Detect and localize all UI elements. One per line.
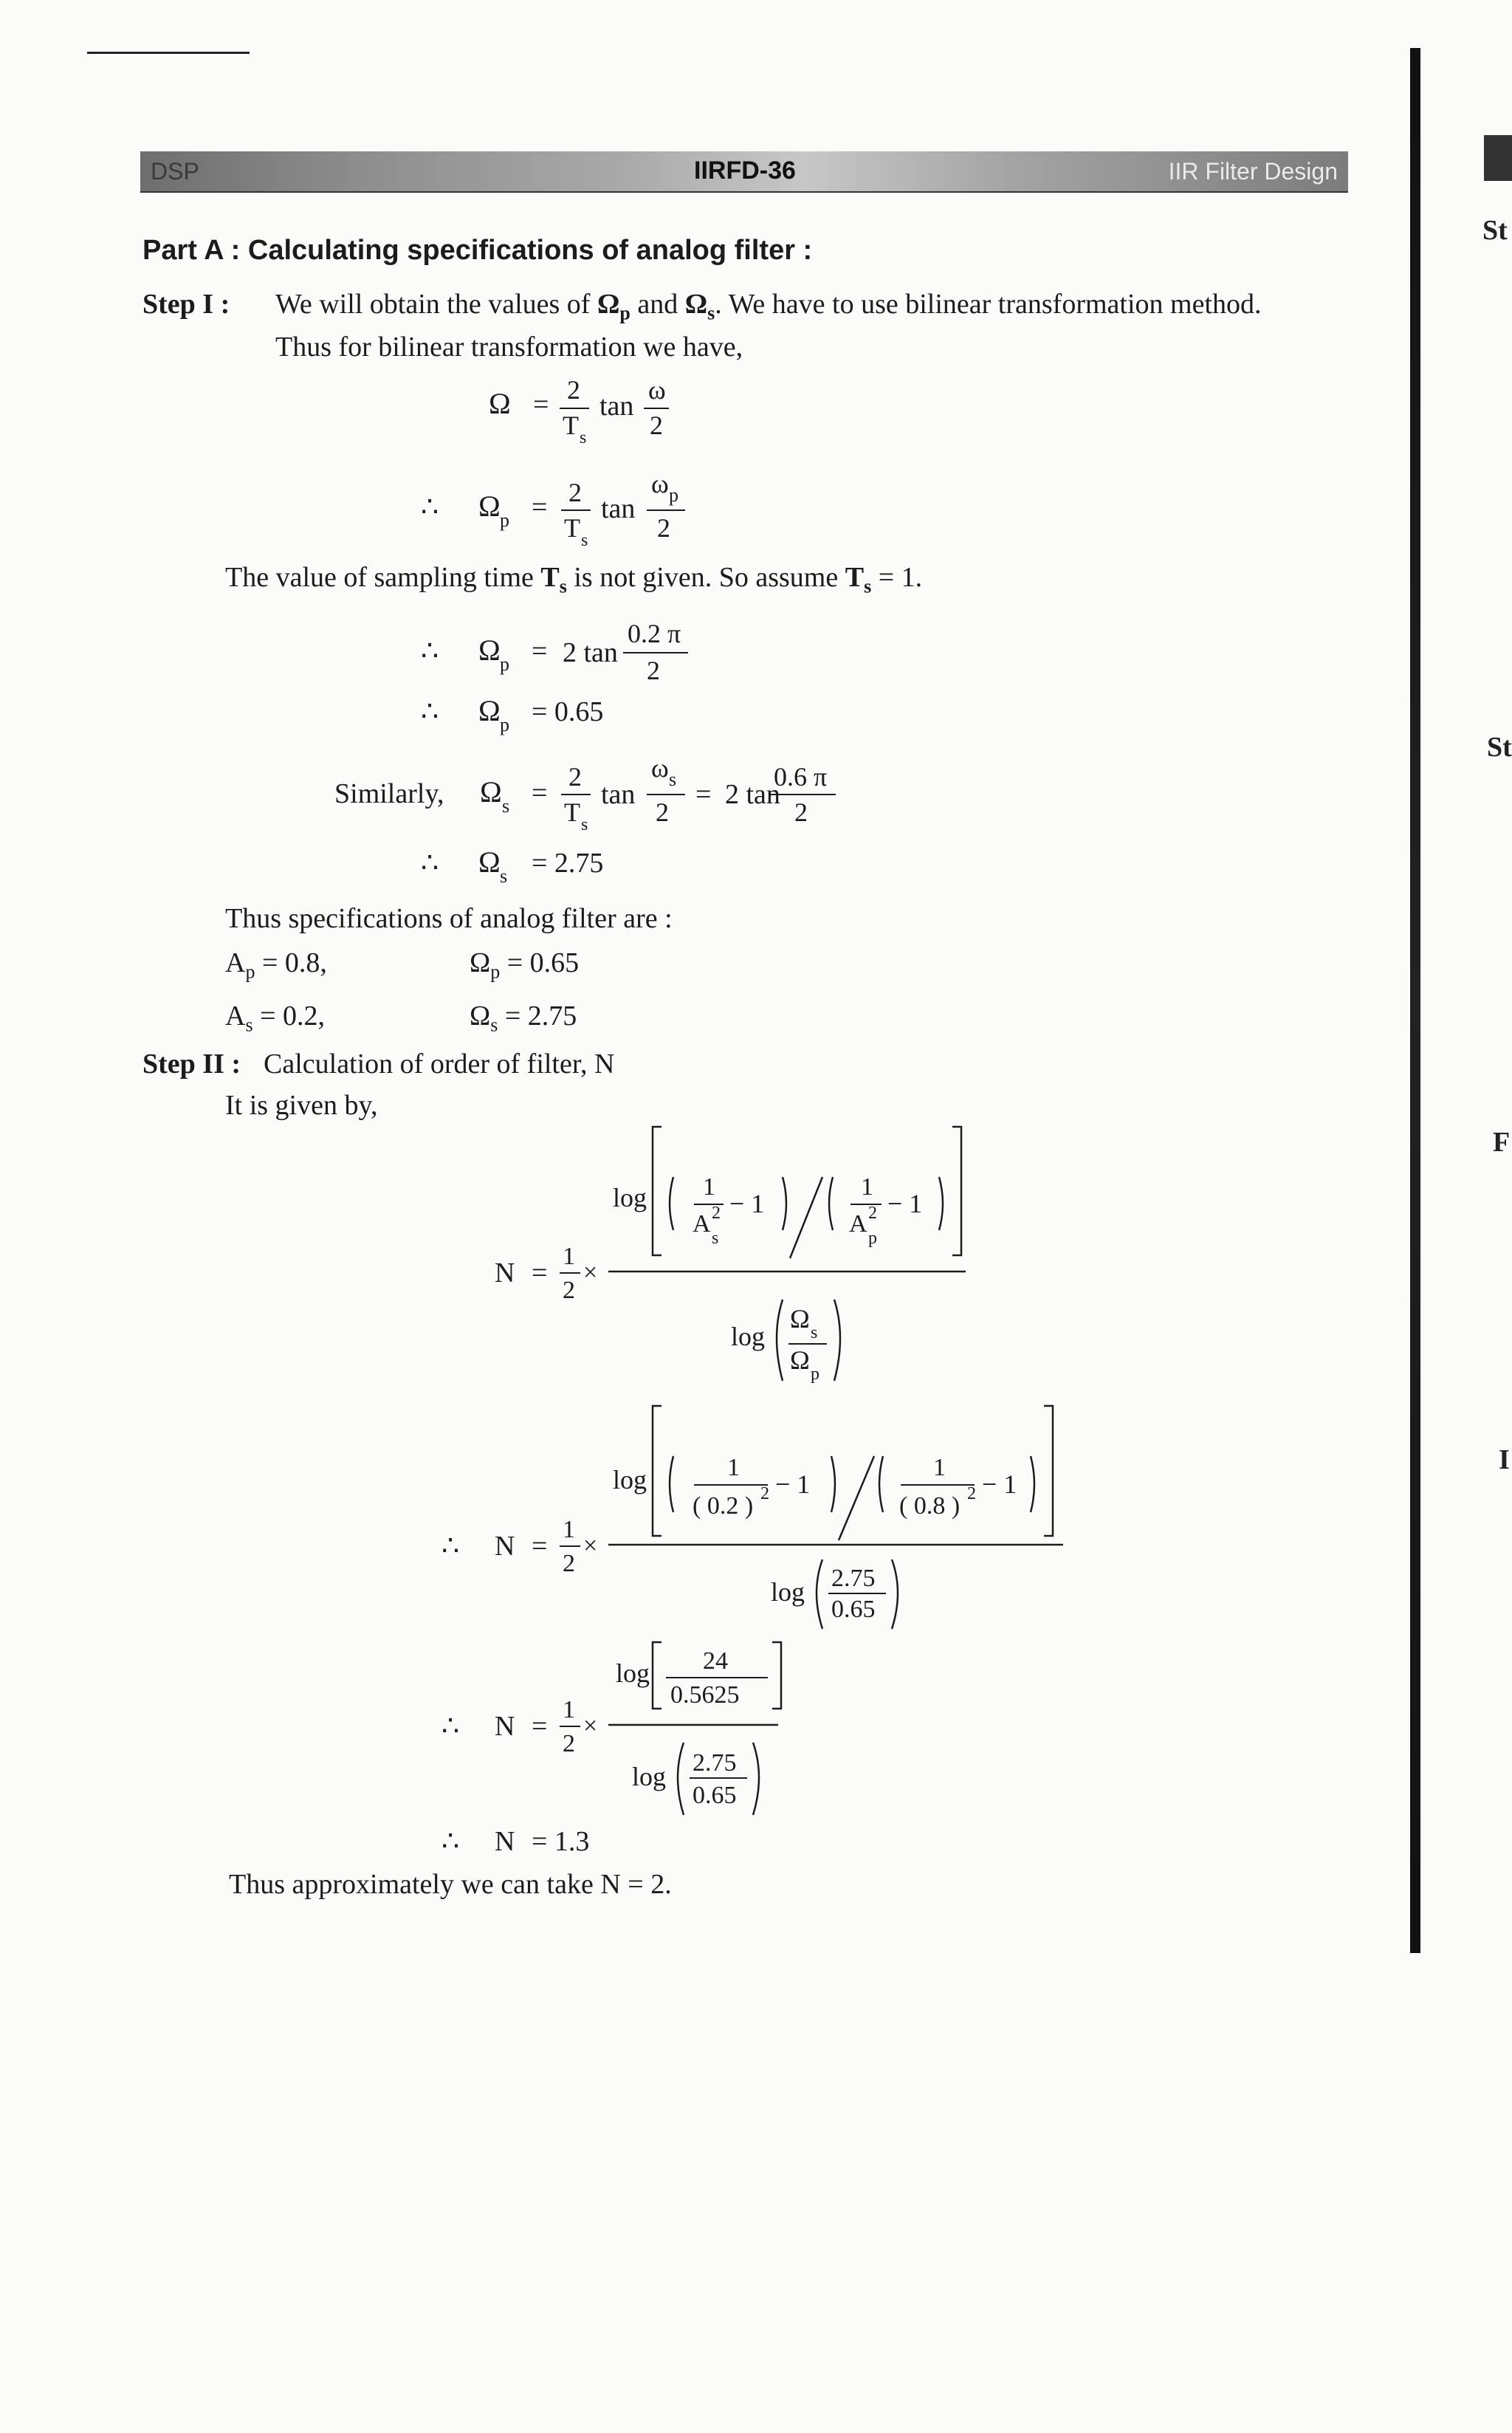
svg-text:2 tan: 2 tan	[725, 779, 780, 810]
svg-text:N: N	[495, 1531, 515, 1562]
step1-label: Step I :	[142, 289, 230, 320]
next-page-header-edge	[1484, 135, 1512, 181]
svg-text:s: s	[811, 1323, 818, 1342]
next-page-edge-text: St	[1487, 732, 1512, 763]
svg-text:s: s	[500, 865, 508, 887]
svg-text:0.5625: 0.5625	[670, 1681, 740, 1709]
step1-paragraph-line2: Thus for bilinear transformation we have,	[275, 332, 743, 363]
svg-text:1: 1	[727, 1454, 740, 1481]
svg-text:×: ×	[583, 1259, 598, 1286]
svg-text:2: 2	[794, 797, 808, 827]
svg-text:=: =	[533, 389, 549, 420]
svg-text:s: s	[581, 815, 588, 834]
svg-text:− 1: − 1	[775, 1469, 811, 1499]
svg-text:s: s	[580, 428, 587, 447]
svg-text:log: log	[771, 1577, 805, 1607]
svg-text:1: 1	[563, 1516, 575, 1543]
binding-spine	[1410, 48, 1420, 1953]
svg-text:p: p	[500, 714, 509, 735]
svg-text:2: 2	[563, 1730, 575, 1757]
svg-text:− 1: − 1	[729, 1189, 765, 1218]
svg-text:2: 2	[656, 797, 669, 827]
equation-omega-s	[465, 746, 856, 842]
equation-order-simplified	[428, 1632, 812, 1831]
svg-text:2: 2	[563, 1277, 575, 1304]
svg-text:=: =	[532, 1531, 548, 1562]
svg-text:×: ×	[583, 1712, 598, 1740]
next-page-edge-text: I	[1499, 1444, 1510, 1475]
svg-text:ω: ω	[648, 375, 666, 405]
svg-text:=: =	[532, 636, 548, 667]
svg-text:Ω: Ω	[790, 1304, 810, 1334]
svg-text:T: T	[564, 513, 580, 543]
svg-text:×: ×	[583, 1532, 598, 1559]
svg-text:2: 2	[568, 478, 582, 507]
svg-text:2: 2	[568, 762, 582, 792]
svg-text:Ω: Ω	[478, 634, 501, 667]
equation-omega-s-result	[413, 838, 635, 897]
svg-text:p: p	[500, 653, 509, 675]
equation-order-substituted	[428, 1396, 1078, 1647]
svg-text:Ω: Ω	[478, 845, 501, 879]
svg-text:= 0.65: = 0.65	[532, 696, 604, 727]
svg-text:s: s	[669, 769, 677, 790]
eq-omega: Ω	[489, 387, 511, 420]
svg-text:s: s	[502, 795, 510, 817]
svg-text:Ω: Ω	[478, 694, 501, 727]
svg-text:log: log	[616, 1658, 650, 1688]
svg-text:= 2.75: = 2.75	[532, 848, 604, 879]
svg-text:Ω: Ω	[480, 775, 502, 809]
svg-text:2.75: 2.75	[693, 1749, 737, 1777]
svg-text:T: T	[564, 797, 580, 827]
svg-text:log: log	[613, 1183, 647, 1212]
svg-text:1: 1	[861, 1173, 873, 1201]
svg-text:2: 2	[650, 411, 663, 440]
svg-text:2: 2	[868, 1204, 877, 1223]
svg-text:tan: tan	[601, 493, 636, 524]
equation-omega-p	[413, 461, 709, 557]
svg-text:2: 2	[657, 513, 670, 543]
step1-paragraph-line1: We will obtain the values of $\Omega_p$ and $\Omega_s$. We have to use bilinear transformation method.	[275, 289, 1262, 324]
svg-text:A: A	[693, 1210, 711, 1238]
svg-text:∴: ∴	[441, 1711, 460, 1742]
svg-text:24: 24	[703, 1647, 728, 1675]
svg-text:0.6 π: 0.6 π	[774, 762, 828, 792]
header-chapter-title: IIR Filter Design	[1168, 158, 1338, 185]
svg-text:s: s	[581, 531, 588, 550]
svg-text:2: 2	[760, 1484, 769, 1503]
equation-order-general	[472, 1115, 989, 1403]
svg-text:( 0.2 ): ( 0.2 )	[693, 1492, 754, 1520]
svg-text:=: =	[532, 778, 548, 809]
svg-text:1: 1	[703, 1173, 715, 1201]
svg-text:Ω: Ω	[790, 1345, 810, 1375]
sampling-time-sentence: The value of sampling time $T_s$ is not given. So assume $T_s = 1$.	[225, 562, 923, 597]
svg-text:A: A	[849, 1210, 867, 1238]
svg-text:− 1: − 1	[982, 1469, 1017, 1499]
svg-text:p: p	[811, 1365, 819, 1384]
svg-text:s: s	[712, 1229, 719, 1248]
svg-text:=: =	[532, 1711, 548, 1742]
svg-text:2: 2	[647, 656, 660, 685]
top-rule-line	[87, 52, 250, 54]
svg-text:2: 2	[967, 1484, 976, 1503]
svg-text:=: =	[532, 492, 548, 523]
step2-title: Calculation of order of filter, N	[264, 1049, 615, 1080]
svg-text:p: p	[500, 509, 509, 531]
svg-text:N: N	[495, 1257, 515, 1288]
svg-text:( 0.8 ): ( 0.8 )	[899, 1492, 961, 1520]
svg-text:1: 1	[563, 1243, 575, 1270]
svg-text:T: T	[563, 411, 579, 440]
svg-text:1: 1	[563, 1696, 575, 1723]
svg-text:= 1.3: = 1.3	[532, 1826, 590, 1857]
svg-text:p: p	[868, 1229, 877, 1248]
svg-text:2.75: 2.75	[831, 1565, 876, 1592]
svg-text:ω: ω	[651, 469, 669, 498]
spec-ap: $A_p = 0.8$,	[225, 947, 327, 983]
svg-text:∴: ∴	[441, 1826, 460, 1857]
svg-text:N: N	[495, 1826, 515, 1857]
svg-text:1: 1	[933, 1454, 946, 1481]
svg-text:log: log	[632, 1762, 667, 1791]
spec-omega-p: $\Omega_p = 0.65$	[470, 947, 580, 983]
part-a-heading: Part A : Calculating specifications of analog filter :	[142, 235, 813, 266]
conclusion-text: Thus approximately we can take N = 2.	[229, 1869, 672, 1900]
svg-text:=: =	[532, 1257, 548, 1288]
next-page-edge-text: F	[1493, 1127, 1511, 1158]
svg-text:tan: tan	[601, 779, 636, 810]
similarly-label: Similarly,	[334, 778, 444, 809]
svg-text:tan: tan	[599, 391, 634, 422]
svg-text:0.65: 0.65	[693, 1782, 737, 1809]
svg-text:ω: ω	[651, 753, 669, 783]
svg-text:0.65: 0.65	[831, 1596, 876, 1623]
step2-given-text: It is given by,	[225, 1090, 378, 1121]
header-page-number: IIRFD-36	[694, 157, 796, 185]
svg-text:2: 2	[563, 1550, 575, 1577]
step2-label: Step II :	[142, 1049, 241, 1080]
svg-text:∴: ∴	[441, 1531, 460, 1562]
next-page-edge-text: St	[1482, 215, 1508, 246]
equation-omega-p-result	[413, 687, 635, 746]
equation-omega-p-value	[413, 613, 709, 694]
svg-text:0.2 π: 0.2 π	[628, 619, 681, 648]
equation-order-result	[428, 1816, 650, 1868]
page-header-band	[140, 151, 1348, 193]
svg-text:log: log	[731, 1322, 766, 1351]
equation-bilinear-omega	[472, 369, 694, 458]
svg-text:∴: ∴	[421, 492, 439, 523]
svg-text:=: =	[695, 779, 712, 810]
svg-text:2 tan: 2 tan	[563, 637, 618, 668]
svg-text:∴: ∴	[421, 636, 439, 667]
svg-text:Ω: Ω	[478, 490, 501, 523]
svg-text:2: 2	[712, 1204, 721, 1223]
svg-text:N: N	[495, 1711, 515, 1742]
svg-text:2: 2	[567, 375, 580, 405]
svg-text:∴: ∴	[421, 848, 439, 879]
svg-text:log: log	[613, 1465, 647, 1495]
spec-as: $A_s = 0.2$,	[225, 1001, 326, 1036]
spec-intro: Thus specifications of analog filter are :	[225, 903, 673, 934]
svg-text:∴: ∴	[421, 696, 439, 727]
svg-text:− 1: − 1	[887, 1189, 923, 1218]
spec-omega-s: $\Omega_s = 2.75$	[470, 1001, 577, 1036]
header-left-label: DSP	[151, 158, 199, 185]
svg-text:p: p	[669, 484, 678, 506]
